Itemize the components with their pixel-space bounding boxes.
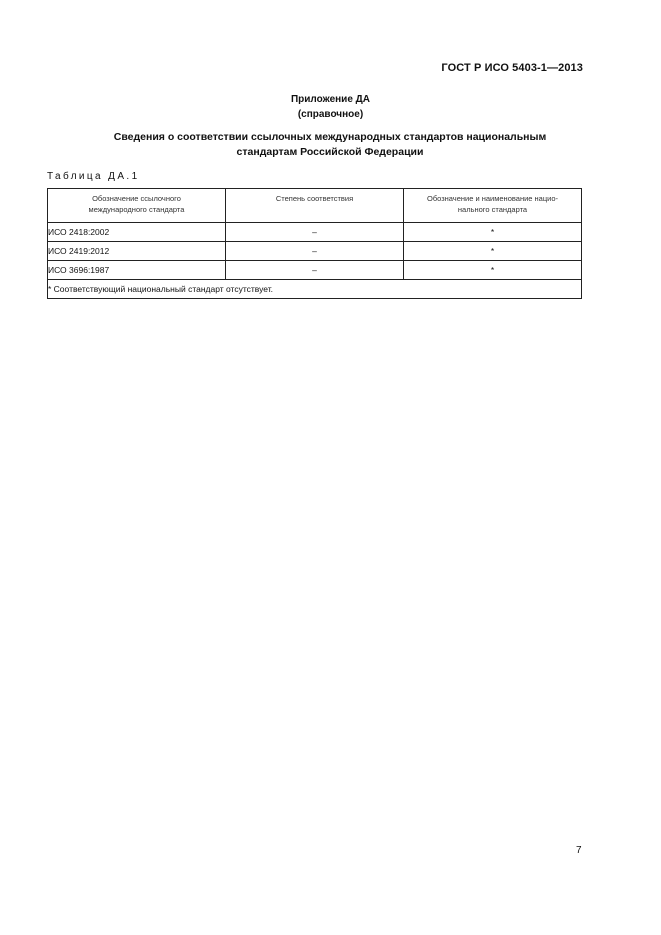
section-title: [60, 130, 600, 160]
column-header-national-standard: [404, 189, 582, 223]
cell-degree: –: [226, 223, 404, 242]
table-row: [48, 242, 582, 261]
table-row: [48, 223, 582, 242]
table-header-row: [48, 189, 582, 223]
column-header-degree: [226, 189, 404, 223]
cell-degree: –: [226, 242, 404, 261]
cell-standard-code: ИСО 2418:2002: [48, 223, 226, 242]
cell-standard-code: ИСО 3696:1987: [48, 261, 226, 280]
section-title-line-2: стандартам Российской Федерации: [236, 146, 424, 158]
annex-title: Приложение ДА: [290, 94, 371, 105]
column-header-line: международного стандарта: [88, 205, 185, 214]
cell-standard-code: ИСО 2419:2012: [48, 242, 226, 261]
cell-national-standard: *: [404, 242, 582, 261]
column-header-line: нального стандарта: [457, 205, 528, 214]
cell-degree: –: [226, 261, 404, 280]
annex-heading: [0, 92, 661, 122]
table-row: [48, 261, 582, 280]
column-header-international-standard: [48, 189, 226, 223]
annex-subtitle: (справочное): [297, 109, 364, 120]
section-title-line-1: Сведения о соответствии ссылочных международных стандартов национальным: [113, 131, 547, 143]
table-caption: Таблица ДА.1: [47, 171, 140, 182]
table-footnote: * Соответствующий национальный стандарт отсутствует.: [48, 280, 582, 299]
cell-national-standard: *: [404, 223, 582, 242]
correspondence-table: [47, 188, 582, 299]
table-footnote-row: [48, 280, 582, 299]
column-header-line: Обозначение ссылочного: [92, 194, 181, 203]
column-header-line: Обозначение и наименование нацио-: [426, 194, 558, 203]
cell-national-standard: *: [404, 261, 582, 280]
document-code: ГОСТ Р ИСО 5403-1—2013: [441, 62, 583, 74]
column-header-line: Степень соответствия: [275, 194, 354, 203]
page-number: 7: [576, 845, 582, 856]
